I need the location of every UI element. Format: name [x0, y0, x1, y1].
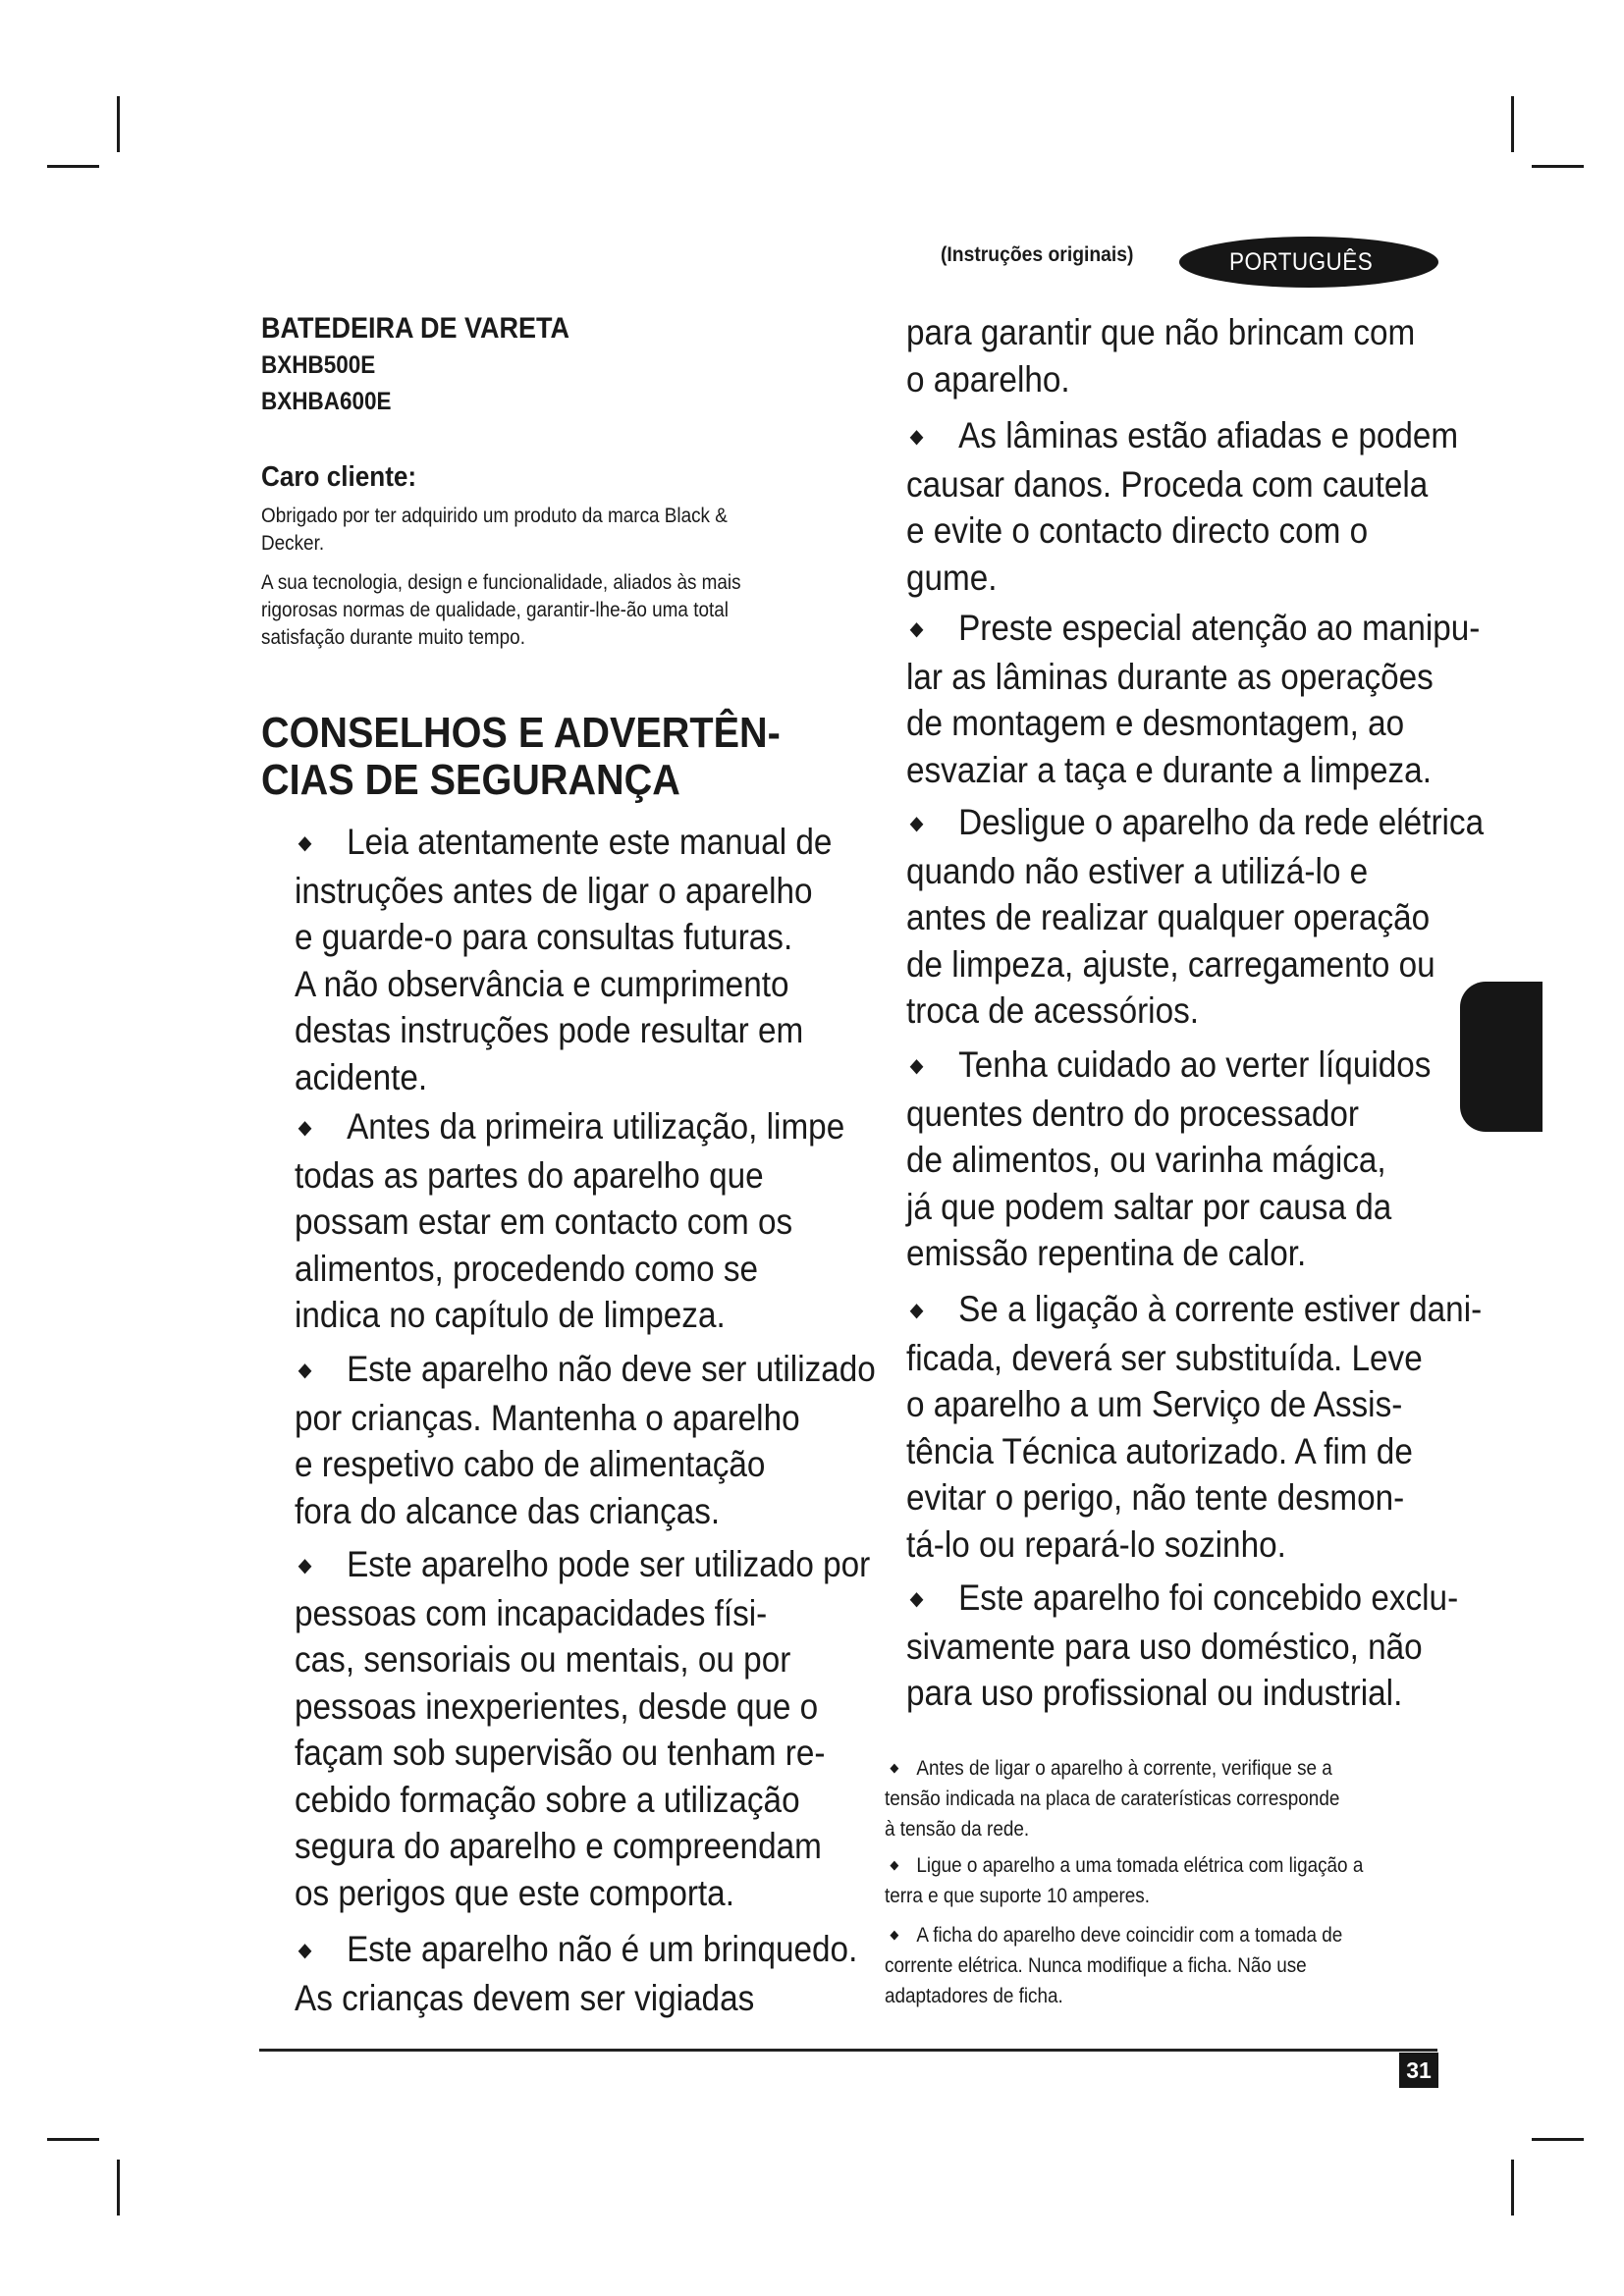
language-label: PORTUGUÊS [1228, 247, 1373, 276]
bullet-diamond-icon: ◆ [909, 1588, 924, 1610]
text-line: o aparelho a um Serviço de Assis- [906, 1384, 1403, 1424]
text-line: quando não estiver a utilizá-lo e [906, 850, 1369, 891]
bullet-diamond-icon: ◆ [298, 1360, 312, 1381]
bullet-text: Antes da primeira utilização, limpe [347, 1106, 845, 1147]
bullet-diamond-icon: ◆ [909, 618, 924, 640]
bullet-text: Desligue o aparelho da rede elétrica [958, 802, 1485, 842]
safety-bullet [295, 1541, 913, 1916]
page-number [1399, 2053, 1438, 2088]
crop-mark [117, 2160, 120, 2216]
bullet-diamond-icon: ◆ [909, 1055, 924, 1077]
safety-bullet [906, 1286, 1525, 1568]
original-instructions-label: (Instruções originais) [941, 243, 1134, 266]
text-line: quentes dentro do processador [906, 1093, 1359, 1134]
text-line: evitar o perigo, não tente desmon- [906, 1477, 1405, 1518]
product-title: BATEDEIRA DE VARETA [261, 312, 570, 345]
crop-mark [1532, 2138, 1584, 2141]
greeting-heading: Caro cliente: [261, 461, 417, 493]
bullet-diamond-icon: ◆ [298, 832, 312, 854]
section-title [261, 710, 827, 804]
crop-mark [1511, 2160, 1514, 2216]
text-line: fora do alcance das crianças. [295, 1490, 721, 1531]
bullet-diamond-icon: ◆ [909, 426, 924, 448]
page-number-text: 31 [1406, 2056, 1432, 2083]
text-line: As crianças devem ser vigiadas [295, 1977, 755, 2018]
safety-bullet [906, 1575, 1525, 1717]
bullet-diamond-icon: ◆ [298, 1117, 312, 1139]
bullet-diamond-icon: ◆ [298, 1555, 312, 1576]
section-tab-marker [1460, 982, 1543, 1132]
text-line: acidente. [295, 1056, 428, 1097]
section-title-line: CONSELHOS E ADVERTÊN- [261, 709, 781, 757]
text-line: por crianças. Mantenha o aparelho [295, 1397, 800, 1438]
text-line: A não observância e cumprimento [295, 963, 789, 1004]
safety-bullet [295, 1103, 913, 1339]
text-line: e respetivo cabo de alimentação [295, 1444, 766, 1484]
text-line: para uso profissional ou industrial. [906, 1673, 1403, 1713]
bullet-text: Se a ligação à corrente estiver dani- [958, 1289, 1483, 1329]
text-line: A sua tecnologia, design e funcionalidade, aliados às mais [261, 571, 741, 594]
text-line: e evite o contacto directo com o [906, 510, 1369, 551]
text-line: instruções antes de ligar o aparelho [295, 870, 813, 911]
text-line: Obrigado por ter adquirido um produto da marca Black & [261, 505, 728, 527]
text-line: de alimentos, ou varinha mágica, [906, 1140, 1386, 1180]
text-line: pessoas com incapacidades físi- [295, 1592, 768, 1633]
text-line: os perigos que este comporta. [295, 1872, 734, 1913]
safety-bullet [295, 819, 913, 1100]
bullet-text: Preste especial atenção ao manipu- [958, 608, 1481, 648]
bullet-text: Leia atentamente este manual de [347, 822, 833, 862]
text-line: já que podem saltar por causa da [906, 1186, 1392, 1227]
text-line: esvaziar a taça e durante a limpeza. [906, 749, 1432, 790]
electrical-bullet [885, 1849, 1450, 1911]
text-line: de montagem e desmontagem, ao [906, 703, 1405, 743]
text-line: cas, sensoriais ou mentais, ou por [295, 1639, 791, 1680]
safety-bullet [295, 1926, 913, 2021]
bullet-text: Este aparelho não é um brinquedo. [347, 1929, 858, 1969]
bullet-diamond-icon: ◆ [909, 1300, 924, 1321]
text-line: terra e que suporte 10 amperes. [885, 1885, 1151, 1907]
text-line: rigorosas normas de qualidade, garantir-lhe-ão uma total [261, 599, 729, 621]
safety-bullet [906, 605, 1525, 793]
text-line: troca de acessórios. [906, 990, 1199, 1031]
text-line: Decker. [261, 532, 325, 555]
bullet-text: Este aparelho não deve ser utilizado [347, 1349, 876, 1389]
crop-mark [1532, 165, 1584, 168]
text-line: segura do aparelho e compreendam [295, 1826, 822, 1866]
bullet-text: Tenha cuidado ao verter líquidos [958, 1044, 1432, 1085]
text-line: à tensão da rede. [885, 1818, 1030, 1841]
text-line: pessoas inexperientes, desde que o [295, 1685, 819, 1727]
footer-rule [259, 2049, 1437, 2052]
text-line: todas as partes do aparelho que [295, 1154, 764, 1196]
text-line: para garantir que não brincam com [906, 312, 1416, 352]
safety-bullet [906, 412, 1525, 601]
text-line: lar as lâminas durante as operações [906, 656, 1434, 697]
safety-bullet [906, 799, 1525, 1035]
language-badge [1179, 237, 1438, 288]
bullet-diamond-icon: ◆ [298, 1940, 312, 1961]
text-line: alimentos, procedendo como se [295, 1248, 759, 1289]
text-line: satisfação durante muito tempo. [261, 626, 525, 649]
electrical-bullet [885, 1919, 1450, 2011]
text-line: causar danos. Proceda com cautela [906, 463, 1429, 505]
text-line: emissão repentina de calor. [906, 1233, 1307, 1273]
intro-paragraph [261, 503, 809, 558]
crop-mark [47, 2138, 99, 2141]
crop-mark [47, 165, 99, 168]
safety-bullet [295, 1346, 913, 1534]
electrical-bullet [885, 1752, 1450, 1844]
bullet-diamond-icon: ◆ [890, 1760, 899, 1775]
text-line: tência Técnica autorizado. A fim de [906, 1430, 1413, 1471]
bullet-text: Antes de ligar o aparelho à corrente, verifique se a [916, 1757, 1332, 1780]
text-line: tensão indicada na placa de caraterísticas corresponde [885, 1788, 1340, 1810]
text-line: adaptadores de ficha. [885, 1985, 1063, 2007]
product-model: BXHB500E [261, 351, 376, 379]
bullet-diamond-icon: ◆ [890, 1857, 899, 1872]
text-line: gume. [906, 557, 998, 598]
text-line: e guarde-o para consultas futuras. [295, 917, 793, 957]
text-line: indica no capítulo de limpeza. [295, 1295, 726, 1335]
bullet-diamond-icon: ◆ [909, 813, 924, 834]
crop-mark [117, 96, 120, 152]
bullet-text: Ligue o aparelho a uma tomada elétrica com ligação a [916, 1854, 1364, 1877]
safety-bullet [906, 1041, 1525, 1277]
text-line: façam sob supervisão ou tenham re- [295, 1733, 826, 1773]
crop-mark [1511, 96, 1514, 152]
intro-paragraph [261, 569, 809, 652]
bullet-text: Este aparelho pode ser utilizado por [347, 1544, 871, 1584]
text-line: sivamente para uso doméstico, não [906, 1626, 1423, 1667]
text-line: de limpeza, ajuste, carregamento ou [906, 943, 1435, 985]
text-line: possam estar em contacto com os [295, 1201, 793, 1242]
text-line: cebido formação sobre a utilização [295, 1779, 800, 1820]
product-model: BXHBA600E [261, 388, 392, 415]
bullet-text: Este aparelho foi concebido exclu- [958, 1577, 1459, 1618]
section-title-line: CIAS DE SEGURANÇA [261, 756, 680, 804]
text-line: o aparelho. [906, 358, 1070, 400]
text-line: antes de realizar qualquer operação [906, 897, 1431, 937]
text-line: destas instruções pode resultar em [295, 1010, 804, 1050]
text-line: ficada, deverá ser substituída. Leve [906, 1337, 1423, 1378]
bullet-text: A ficha do aparelho deve coincidir com a tomada de [916, 1924, 1343, 1947]
bullet-diamond-icon: ◆ [890, 1927, 899, 1942]
continued-text [906, 309, 1525, 402]
text-line: tá-lo ou repará-lo sozinho. [906, 1523, 1286, 1565]
bullet-text: As lâminas estão afiadas e podem [958, 415, 1459, 455]
text-line: corrente elétrica. Nunca modifique a ficha. Não use [885, 1954, 1307, 1977]
